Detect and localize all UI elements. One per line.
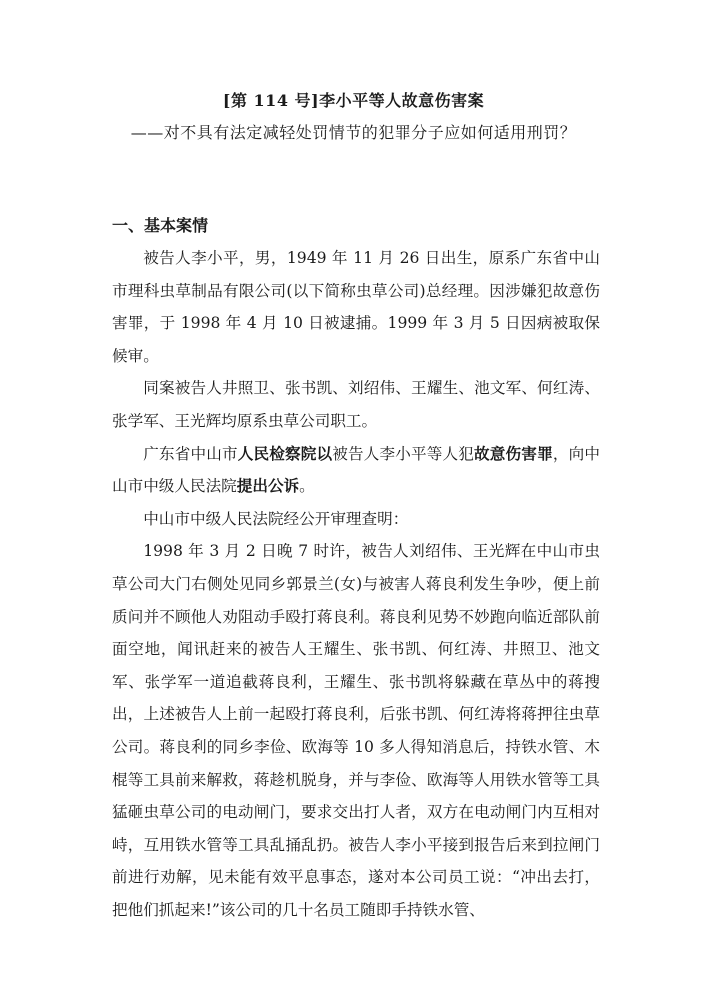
body-paragraph xyxy=(112,535,600,926)
bold-text-segment: 人民检察院以 xyxy=(237,443,333,463)
text-segment: 中山市中级人民法院经公开审理查明： xyxy=(143,509,409,528)
body-paragraph xyxy=(112,242,600,372)
bold-text-segment: 提出公诉 xyxy=(236,476,300,496)
body-paragraph xyxy=(112,503,600,536)
text-segment: 。 xyxy=(299,477,315,496)
body-paragraph xyxy=(112,372,600,437)
bold-text-segment: 故意伤害罪 xyxy=(474,443,553,463)
text-segment: 1998 年 3 月 2 日晚 7 时许，被告人刘绍伟、王光辉在中山市虫草公司大门右侧处见同乡郭景兰(女)与被害人蒋良利发生争吵，便上前质问并不顾他人劝阻动手殴打蒋良利。蒋良利见势不妙跑向临近部队前面空地，闻讯赶来的被告人王耀生、张书凯、何红涛、井照卫、池文军、张学军一道追截蒋良利，王耀生、张书凯将躲藏在草丛中的蒋搜出，上述被告人上前一起殴打蒋良利，后张书凯、何红涛将蒋押往虫草公司。蒋良利的同乡李俭、欧海等 10 多人得知消息后，持铁水管、木棍等工具前来解救，蒋趁机脱身，并与李俭、欧海等人用铁水管等工具猛砸虫草公司的电动闸门，要求交出打人者，双方在电动闸门内互相对峙，互用铁水管等工具乱捅乱扔。被告人李小平接到报告后来到拉闸门前进行劝解，见未能有效平息事态，遂对本公司员工说：“冲出去打，把他们抓起来!”该公司的几十名员工随即手持铁水管、 xyxy=(112,542,600,919)
document-subtitle: ——对不具有法定减轻处罚情节的犯罪分子应如何适用刑罚？ xyxy=(130,123,577,142)
text-segment: 广东省中山市 xyxy=(143,444,238,463)
text-segment: ，向中山市中级人民法院 xyxy=(112,444,600,496)
document-title: [第 114 号]李小平等人故意伤害案 xyxy=(222,91,485,110)
section-heading: 一、基本案情 xyxy=(112,216,209,235)
text-segment: 同案被告人井照卫、张书凯、刘绍伟、王耀生、池文军、何红涛、张学军、王光辉均原系虫草公司职工。 xyxy=(112,379,600,430)
body-text xyxy=(112,242,600,926)
text-segment: 被告人李小平等人犯 xyxy=(332,444,475,463)
body-paragraph xyxy=(112,438,600,503)
text-segment: 被告人李小平，男，1949 年 11 月 26 日出生，原系广东省中山市理科虫草制品有限公司(以下简称虫草公司)总经理。因涉嫌犯故意伤害罪，于 1998 年 4 月 10 日被逮捕。1999 年 3 月 5 日因病被取保候审。 xyxy=(112,249,600,365)
